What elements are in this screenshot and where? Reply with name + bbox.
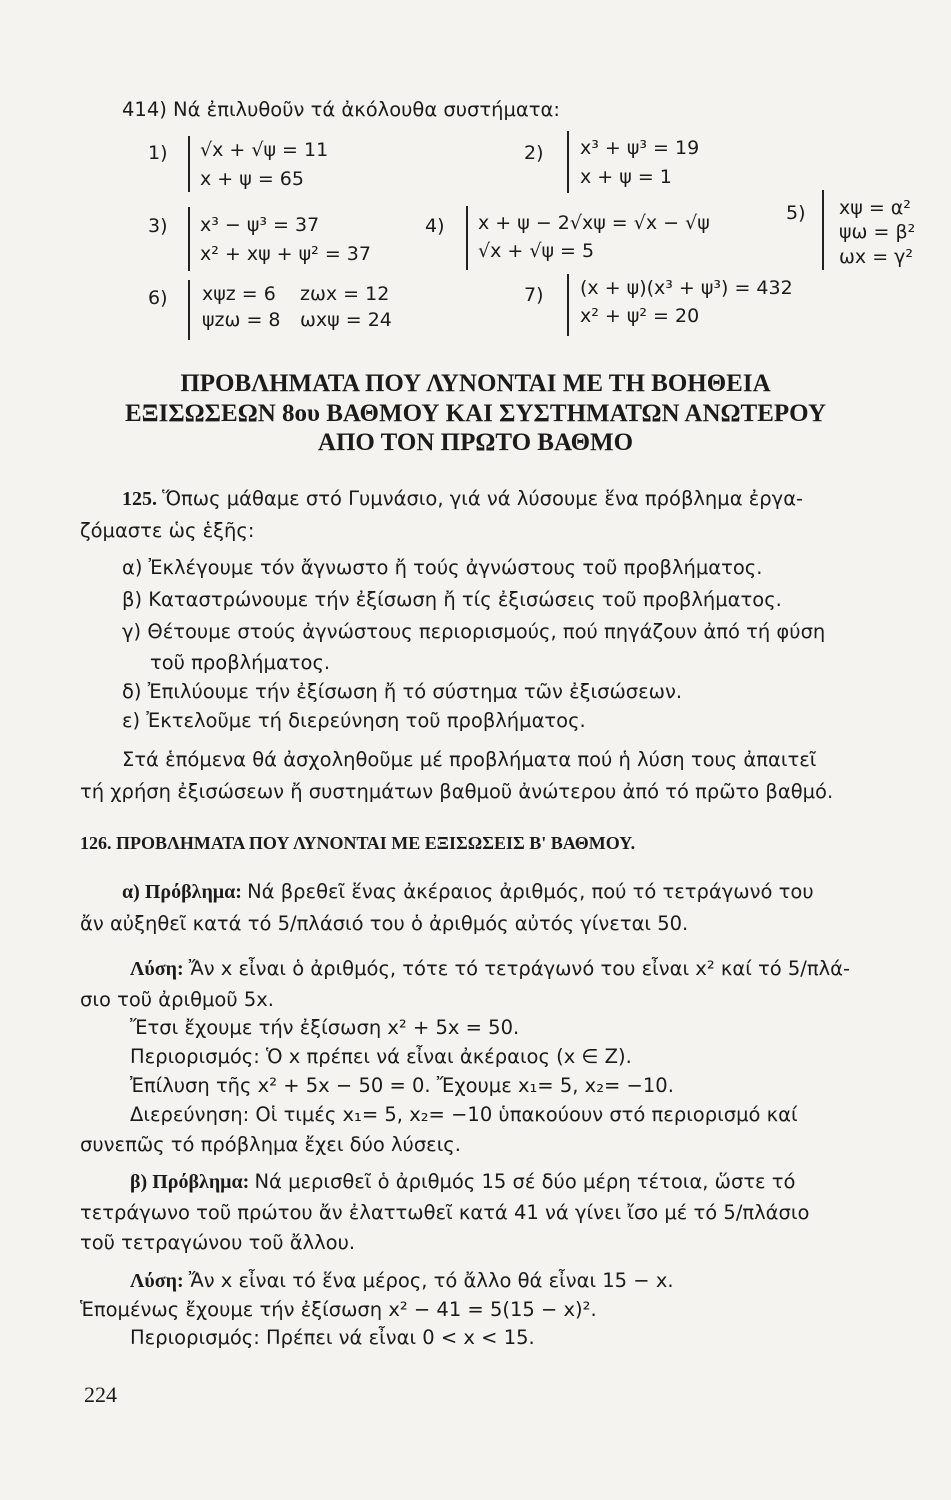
- paragraph-125-intro2: ζόμαστε ὡς ἑξῆς:: [80, 519, 255, 542]
- system-3-bracket: [188, 207, 190, 271]
- paragraph-125-line1: [122, 487, 922, 511]
- problem-b-text2: τετράγωνο τοῦ πρώτου ἄν ἐλαττωθεῖ κατά 41 νά γίνει ἴσο μέ τό 5/πλάσιο: [80, 1201, 810, 1224]
- system-2-eq2: x + ψ = 1: [580, 166, 672, 188]
- exercise-title: 414) Νά ἐπιλυθοῦν τά ἀκόλουθα συστήματα:: [122, 98, 560, 121]
- system-5-number: 5): [786, 202, 806, 224]
- problem-b-line1: [130, 1170, 795, 1194]
- step-c-continued: τοῦ προβλήματος.: [150, 651, 331, 674]
- step-e: ε) Ἐκτελοῦμε τή διερεύνηση τοῦ προβλήματος.: [122, 709, 586, 732]
- system-5-eq2: ψω = β²: [839, 221, 916, 243]
- closing-line2: τή χρήση ἐξισώσεων ἤ συστημάτων βαθμοῦ ἀνώτερου ἀπό τό πρῶτο βαθμό.: [80, 780, 834, 803]
- solution-a-text1: Ἄν x εἶναι ὁ ἀριθμός, τότε τό τετράγωνό του εἶναι x² καί τό 5/πλά-: [188, 957, 851, 980]
- page-number: 224: [84, 1382, 117, 1407]
- system-1-number: 1): [148, 142, 168, 164]
- system-6-eq4: ωxψ = 24: [300, 309, 392, 331]
- system-5-eq3: ωx = γ²: [839, 246, 914, 268]
- system-1-eq1: √x + √ψ = 11: [200, 139, 329, 161]
- solution-b-label: Λύση:: [130, 1270, 184, 1292]
- solution-a-text3: Ἔτσι ἔχουμε τήν ἐξίσωση x² + 5x = 50.: [130, 1016, 520, 1039]
- system-6-number: 6): [148, 287, 168, 309]
- system-7-eq1: (x + ψ)(x³ + ψ³) = 432: [580, 277, 793, 299]
- problem-a-label: α) Πρόβλημα:: [122, 881, 242, 903]
- problem-a-line1: [122, 880, 814, 904]
- solution-b-text2: Ἑπομένως ἔχουμε τήν ἐξίσωση x² − 41 = 5(15 − x)².: [80, 1298, 597, 1321]
- system-4-eq1: x + ψ − 2√xψ = √x − √ψ: [478, 212, 710, 234]
- problem-b-label: β) Πρόβλημα:: [130, 1171, 250, 1193]
- system-5-bracket: [822, 190, 824, 270]
- solution-a-text2: σιο τοῦ ἀριθμοῦ 5x.: [80, 988, 274, 1011]
- system-2-eq1: x³ + ψ³ = 19: [580, 137, 700, 159]
- paragraph-125-number: 125.: [122, 488, 157, 510]
- step-d: δ) Ἐπιλύουμε τήν ἐξίσωση ἤ τό σύστημα τῶν ἐξισώσεων.: [122, 680, 683, 703]
- system-3-number: 3): [148, 215, 168, 237]
- system-5-eq1: xψ = α²: [839, 197, 911, 219]
- solution-a-conclusion: συνεπῶς τό πρόβλημα ἔχει δύο λύσεις.: [80, 1133, 461, 1156]
- problem-a-text1: Νά βρεθεῖ ἕνας ἀκέραιος ἀριθμός, πού τό τετράγωνό του: [247, 880, 814, 903]
- system-4-eq2: √x + √ψ = 5: [478, 240, 595, 262]
- section-heading-line1: ΠΡΟΒΛΗΜΑΤΑ ΠΟΥ ΛΥΝΟΝΤΑΙ ΜΕ ΤΗ ΒΟΗΘΕΙΑ: [180, 370, 771, 397]
- step-b: β) Καταστρώνουμε τήν ἐξίσωση ἤ τίς ἐξισώσεις τοῦ προβλήματος.: [122, 588, 782, 611]
- solution-b-restriction: Περιορισμός: Πρέπει νά εἶναι 0 < x < 15.: [130, 1326, 535, 1349]
- solution-a-solving: Ἐπίλυση τῆς x² + 5x − 50 = 0. Ἔχουμε x₁= 5, x₂= −10.: [130, 1074, 674, 1097]
- section-heading-line2: ΕΞΙΣΩΣΕΩΝ 8ου ΒΑΘΜΟΥ ΚΑΙ ΣΥΣΤΗΜΑΤΩΝ ΑΝΩΤΕΡΟΥ: [124, 400, 827, 427]
- section-heading-line3: ΑΠΟ ΤΟΝ ΠΡΩΤΟ ΒΑΘΜΟ: [317, 429, 634, 456]
- solution-b-line1: [130, 1269, 674, 1293]
- section-126-heading: 126. ΠΡΟΒΛΗΜΑΤΑ ΠΟΥ ΛΥΝΟΝΤΑΙ ΜΕ ΕΞΙΣΩΣΕΙΣ Β' ΒΑΘΜΟΥ.: [80, 833, 636, 853]
- system-6-eq2: ψzω = 8: [202, 309, 281, 331]
- solution-a-line1: [130, 957, 850, 981]
- system-7-number: 7): [524, 284, 544, 306]
- system-3-eq2: x² + xψ + ψ² = 37: [200, 243, 371, 265]
- solution-a-discussion: Διερεύνηση: Οἱ τιμές x₁= 5, x₂= −10 ὑπακούουν στό περιορισμό καί: [130, 1103, 798, 1126]
- system-7-eq2: x² + ψ² = 20: [580, 305, 700, 327]
- system-4-number: 4): [425, 215, 445, 237]
- problem-a-text2: ἄν αὐξηθεῖ κατά τό 5/πλάσιό του ὁ ἀριθμός αὐτός γίνεται 50.: [80, 912, 689, 935]
- system-4-bracket: [466, 206, 468, 270]
- system-7-bracket: [567, 274, 569, 336]
- step-c: γ) Θέτουμε στούς ἀγνώστους περιορισμούς, πού πηγάζουν ἀπό τή φύση: [122, 620, 826, 643]
- system-1-eq2: x + ψ = 65: [200, 168, 304, 190]
- system-6-eq3: zωx = 12: [300, 283, 390, 305]
- solution-b-text1: Ἄν x εἶναι τό ἕνα μέρος, τό ἄλλο θά εἶναι 15 − x.: [188, 1269, 674, 1292]
- system-2-number: 2): [524, 142, 544, 164]
- system-6-bracket: [188, 280, 190, 340]
- system-1-bracket: [188, 136, 190, 192]
- problem-b-text3: τοῦ τετραγώνου τοῦ ἄλλου.: [80, 1231, 356, 1254]
- solution-a-restriction: Περιορισμός: Ὁ x πρέπει νά εἶναι ἀκέραιος (x ∈ Z).: [130, 1045, 632, 1068]
- solution-a-label: Λύση:: [130, 958, 184, 980]
- system-2-bracket: [567, 131, 569, 193]
- problem-b-text1: Νά μερισθεῖ ὁ ἀριθμός 15 σέ δύο μέρη τέτοια, ὥστε τό: [254, 1170, 796, 1193]
- step-a: α) Ἐκλέγουμε τόν ἄγνωστο ἤ τούς ἀγνώστους τοῦ προβλήματος.: [122, 556, 763, 579]
- system-3-eq1: x³ − ψ³ = 37: [200, 214, 320, 236]
- system-6-eq1: xψz = 6: [202, 283, 276, 305]
- closing-line1: Στά ἑπόμενα θά ἀσχοληθοῦμε μέ προβλήματα πού ἡ λύση τους ἀπαιτεῖ: [122, 748, 817, 771]
- paragraph-125-intro1: Ὅπως μάθαμε στό Γυμνάσιο, γιά νά λύσουμε ἕνα πρόβλημα ἐργα-: [162, 487, 804, 510]
